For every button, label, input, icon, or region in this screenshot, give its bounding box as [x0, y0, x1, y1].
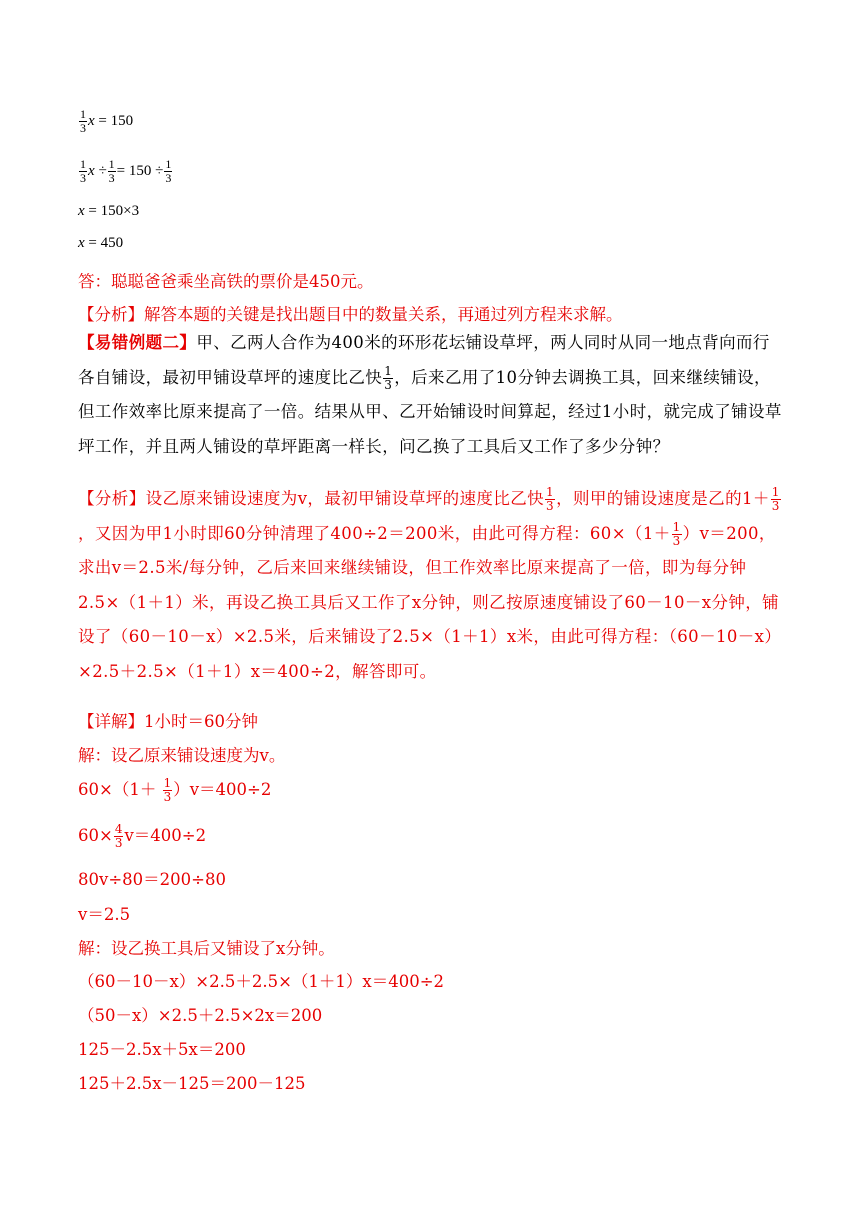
problem-text: 【易错例题二】甲、乙两人合作为400米的环形花坛铺设草坪，两人同时从同一地点背向而行各自铺设，最初甲铺设草坪的速度比乙快 $\frac{1}{3}$ ，后来乙用了10分钟去调换工具，回来继续铺设，但工作效率比原来提高了一倍。结果从甲、乙开始铺设时间算起，经过1小时，就完成了铺设草坪工作，并且两人铺设的草坪距离一样长，问乙换了工具后又工作了多少分钟？ — [78, 333, 782, 456]
detail-3: 60× $\frac{4}{3}$ v＝400÷2 — [78, 822, 207, 850]
detail-9: 125－2.5x＋5x＝200 — [78, 1040, 246, 1059]
detail-6: 解：设乙换工具后又铺设了x分钟。 — [78, 939, 335, 958]
detail-1: 解：设乙原来铺设速度为v。 — [78, 746, 286, 765]
detail-0: 【详解】1小时＝60分钟 — [78, 712, 258, 731]
detail-2: 60×（1＋ $\frac{1}{3}$ ）v＝400÷2 — [78, 776, 272, 804]
detail-8: （50－x）×2.5＋2.5×2x＝200 — [78, 1006, 323, 1025]
problem-tag: 【易错例题二】 — [78, 333, 197, 352]
fraction: $\frac{1}{3}$ — [80, 107, 86, 135]
math-line-4: x = 450 — [78, 235, 124, 251]
math-line-3: x = 150×3 — [78, 203, 140, 219]
detail-4: 80v÷80＝200÷80 — [78, 870, 226, 889]
detail-7: （60－10－x）×2.5＋2.5×（1＋1）x＝400÷2 — [78, 972, 445, 991]
detail-10: 125＋2.5x－125＝200－125 — [78, 1074, 306, 1093]
detail-5: v＝2.5 — [78, 905, 131, 924]
answer: 答：聪聪爸爸乘坐高铁的票价是450元。 — [78, 272, 374, 291]
math-line-2: $\frac{1}{3}$ x ÷ $\frac{1}{3}$ = 150 ÷ $\frac{1}{3}$ — [80, 157, 172, 185]
analysis-1: 【分析】解答本题的关键是找出题目中的数量关系，再通过列方程来求解。 — [78, 305, 623, 324]
math-line-1: $\frac{1}{3}$ x = 150 — [80, 107, 134, 135]
analysis-2: 【分析】设乙原来铺设速度为v，最初甲铺设草坪的速度比乙快 $\frac{1}{3}$ ，则甲的铺设速度是乙的1＋ $\frac{1}{3}$ ，又因为甲1小时即60分钟清理了400÷2＝200米，由此可得方程：60×（1＋ $\frac{1}{3}$ ）v＝200，求出v＝2.5米/每分钟，乙后来回来继续铺设，但工作效率比原来提高了一倍，即为每分钟2.5×（1＋1）米，再设乙换工具后又工作了x分钟，则乙按原速度铺设了60－10－x分钟，铺设了（60－10－x）×2.5米，后来铺设了2.5×（1＋1）x米，由此可得方程：（60－10－x）×2.5＋2.5×（1＋1）x＝400÷2，解答即可。 — [78, 485, 782, 681]
